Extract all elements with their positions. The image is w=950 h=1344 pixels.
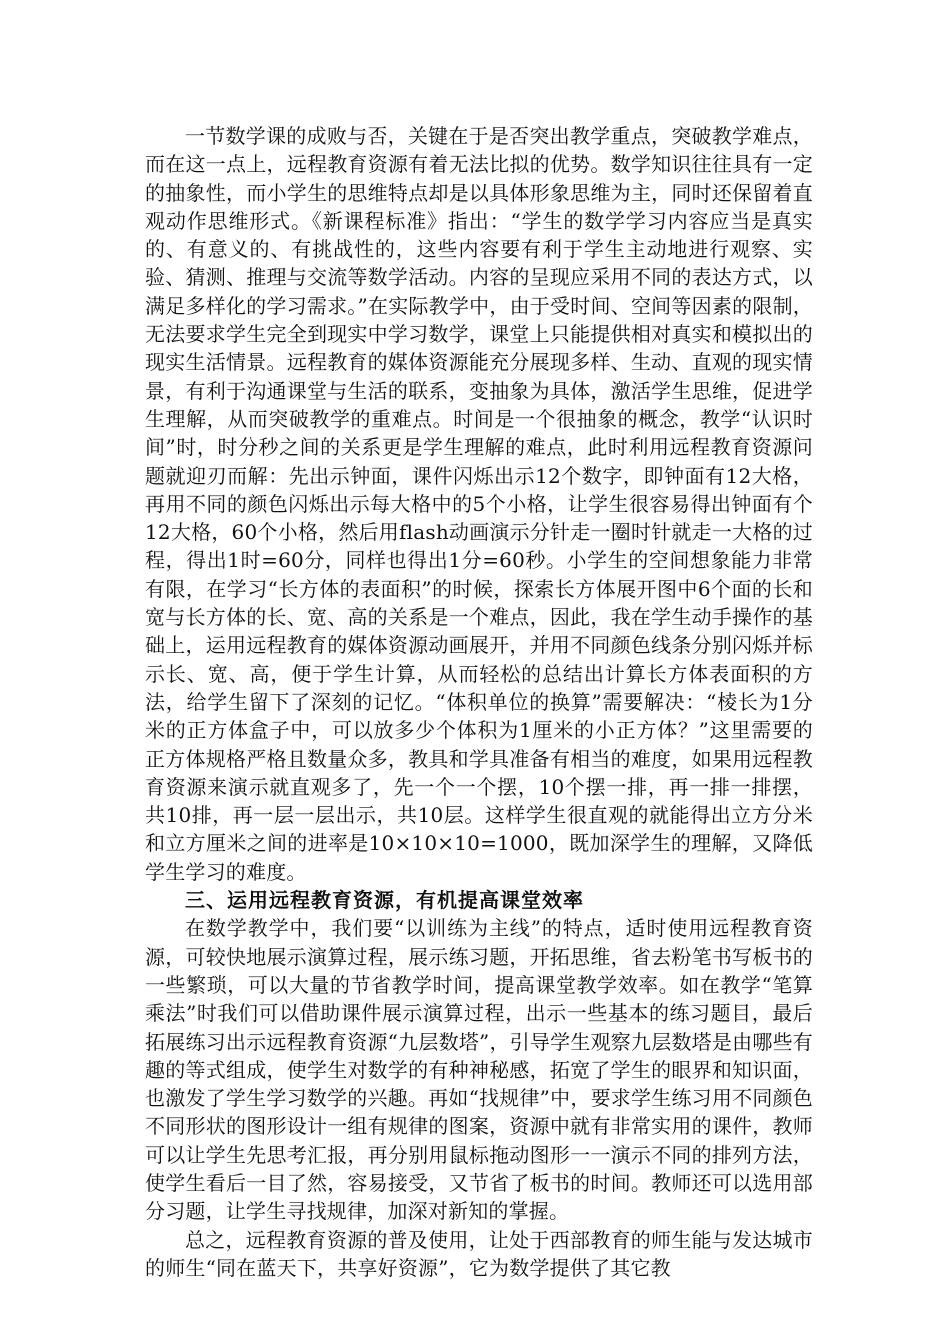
- document-page: [145, 122, 813, 1282]
- body-paragraph-2: 在数学教学中，我们要“以训练为主线”的特点，适时使用远程教育资源，可较快地展示演算过程，展示练习题，开拓思维，省去粉笔书写板书的一些繁琐，可以大量的节省教学时间，提高课堂教学效率。如在教学“笔算乘法”时我们可以借助课件展示演算过程，出示一些基本的练习题目，最后拓展练习出示远程教育资源“九层数塔”，引导学生观察九层数塔是由哪些有趣的等式组成，使学生对数学的有种神秘感，拓宽了学生的眼界和知识面，也激发了学生学习数学的兴趣。再如“找规律”中，要求学生练习用不同颜色不同形状的图形设计一组有规律的图案，资源中就有非常实用的课件，教师可以让学生先思考汇报，再分别用鼠标拖动图形一一演示不同的排列方法，使学生看后一目了然，容易接受，又节省了板书的时间。教师还可以选用部分习题，让学生寻找规律，加深对新知的掌握。: [145, 916, 813, 1224]
- section-heading-3: 三、运用远程教育资源，有机提高课堂效率: [185, 888, 584, 913]
- body-paragraph-1: 一节数学课的成败与否，关键在于是否突出教学重点，突破教学难点，而在这一点上，远程教育资源有着无法比拟的优势。数学知识往往具有一定的抽象性，而小学生的思维特点却是以具体形象思维为主，同时还保留着直观动作思维形式。《新课程标准》指出：“学生的数学学习内容应当是真实的、有意义的、有挑战性的，这些内容要有利于学生主动地进行观察、实验、猜测、推理与交流等数学活动。内容的呈现应采用不同的表达方式，以满足多样化的学习需求。”在实际教学中，由于受时间、空间等因素的限制，无法要求学生完全到现实中学习数学，课堂上只能提供相对真实和模拟出的现实生活情景。远程教育的媒体资源能充分展现多样、生动、直观的现实情景，有利于沟通课堂与生活的联系，变抽象为具体，激活学生思维，促进学生理解，从而突破教学的重难点。时间是一个很抽象的概念，教学“认识时间”时，时分秒之间的关系更是学生理解的难点，此时利用远程教育资源问题就迎刃而解：先出示钟面，课件闪烁出示12个数字，即钟面有12大格，再用不同的颜色闪烁出示每大格中的5个小格，让学生很容易得出钟面有个12大格，60个小格，然后用flash动画演示分针走一圈时针就走一大格的过程，得出1时=60分，同样也得出1分=60秒。小学生的空间想象能力非常有限，在学习“长方体的表面积”的时候，探索长方体展开图中6个面的长和宽与长方体的长、宽、高的关系是一个难点，因此，我在学生动手操作的基础上，运用远程教育的媒体资源动画展开，并用不同颜色线条分别闪烁并标示长、宽、高，便于学生计算，从而轻松的总结出计算长方体表面积的方法，给学生留下了深刻的记忆。“体积单位的换算”需要解决：“棱长为1分米的正方体盒子中，可以放多少个体积为1厘米的小正方体？”这里需要的正方体规格严格且数量众多，教具和学具准备有相当的难度，如果用远程教育资源来演示就直观多了，先一个一个摆，10个摆一排，再一排一排摆，共10排，再一层一层出示，共10层。这样学生很直观的就能得出立方分米和立方厘米之间的进率是10×10×10=1000，既加深学生的理解，又降低学生学习的难度。: [145, 124, 813, 884]
- body-paragraph-3: 总之，远程教育资源的普及使用，让处于西部教育的师生能与发达城市的师生“同在蓝天下，共享好资源”，它为数学提供了其它教: [145, 1227, 813, 1280]
